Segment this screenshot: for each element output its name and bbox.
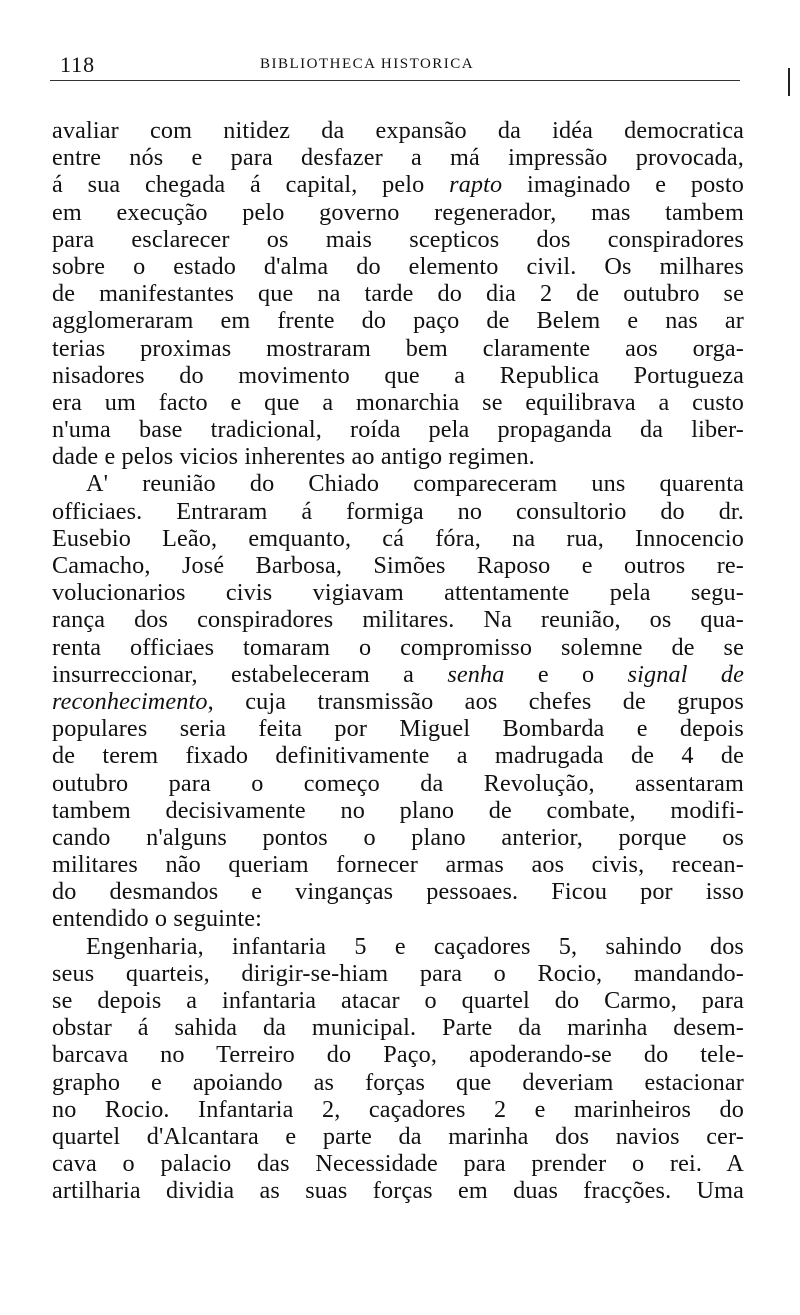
text-line: n'uma base tradicional, roída pela propaganda da liber-: [52, 416, 744, 444]
text-line: dade e pelos vicios inherentes ao antigo regimen.: [52, 443, 535, 471]
text-line: cava o palacio das Necessidade para prender o rei. A: [52, 1150, 744, 1178]
text-line: de manifestantes que na tarde do dia 2 de outubro se: [52, 280, 744, 308]
text-line: grapho e apoiando as forças que deveriam estacionar: [52, 1068, 744, 1096]
text-line: seus quarteis, dirigir-se-hiam para o Rocio, mandando-: [52, 959, 744, 987]
text-line: cando n'alguns pontos o plano anterior, porque os: [52, 823, 744, 851]
text-line: para esclarecer os mais scepticos dos conspiradores: [52, 225, 744, 253]
header-rule: [50, 80, 740, 81]
text-line: [52, 661, 744, 688]
page-header: [52, 52, 742, 80]
text-line: em execução pelo governo regenerador, mas tambem: [52, 198, 744, 226]
text-run: , cuja transmissão aos chefes de grupos: [207, 687, 744, 715]
text-line: quartel d'Alcantara e parte da marinha dos navios cer-: [52, 1122, 744, 1150]
text-line: Engenharia, infantaria 5 e caçadores 5, sahindo dos: [86, 932, 744, 960]
text-line: entre nós e para desfazer a má impressão provocada,: [52, 144, 744, 172]
text-line: do desmandos e vinganças pessoaes. Ficou por isso: [52, 878, 744, 906]
text-line: Camacho, José Barbosa, Simões Raposo e outros re-: [52, 552, 744, 579]
text-run: insurreccionar, estabeleceram a: [52, 660, 415, 688]
text-run: imaginado e posto: [527, 171, 745, 199]
text-line: tambem decisivamente no plano de combate, modifi-: [52, 796, 744, 824]
italic-term: senha: [447, 660, 505, 688]
text-run: e o: [537, 660, 595, 688]
running-title: BIBLIOTHECA HISTORICA: [260, 56, 475, 72]
margin-mark: [788, 68, 790, 96]
text-line: rança dos conspiradores militares. Na reunião, os qua-: [52, 606, 744, 634]
text-line: officiaes. Entraram á formiga no consultorio do dr.: [52, 497, 744, 525]
text-line: de terem fixado definitivamente a madrugada de 4 de: [52, 742, 744, 770]
text-line: entendido o seguinte:: [52, 905, 263, 933]
italic-term: rapto: [449, 171, 503, 199]
text-line: no Rocio. Infantaria 2, caçadores 2 e marinheiros do: [52, 1095, 744, 1123]
text-line: sobre o estado d'alma do elemento civil. Os milhares: [52, 252, 744, 280]
text-line: outubro para o começo da Revolução, assentaram: [52, 769, 744, 797]
text-line: militares não queriam fornecer armas aos civis, recean-: [52, 851, 744, 879]
text-line: Eusebio Leão, emquanto, cá fóra, na rua, Innocencio: [52, 524, 744, 552]
text-line: era um facto e que a monarchia se equilibrava a custo: [52, 388, 744, 416]
text-line: volucionarios civis vigiavam attentamente pela segu-: [52, 579, 744, 607]
text-line: [52, 171, 744, 198]
text-run: á sua chegada á capital, pelo: [52, 171, 425, 199]
text-line: terias proximas mostraram bem claramente aos orga-: [52, 334, 744, 362]
text-line: renta officiaes tomaram o compromisso solemne de se: [52, 633, 744, 661]
text-line: obstar á sahida da municipal. Parte da marinha desem-: [52, 1014, 744, 1042]
page-number: 118: [60, 52, 96, 77]
text-line: artilharia dividia as suas forças em duas fracções. Uma: [52, 1177, 744, 1205]
body-text: [52, 117, 744, 1205]
italic-term: signal de: [627, 660, 744, 688]
text-line: A' reunião do Chiado compareceram uns quarenta: [86, 470, 744, 498]
italic-term: reconhecimento: [52, 687, 208, 715]
text-line: [52, 688, 744, 715]
text-line: avaliar com nitidez da expansão da idéa democratica: [52, 117, 744, 144]
text-line: nisadores do movimento que a Republica Portugueza: [52, 361, 744, 389]
text-line: barcava no Terreiro do Paço, apoderando-se do tele-: [52, 1041, 744, 1069]
text-line: populares seria feita por Miguel Bombarda e depois: [52, 715, 744, 743]
text-line: agglomeraram em frente do paço de Belem e nas ar: [52, 307, 744, 335]
text-line: se depois a infantaria atacar o quartel do Carmo, para: [52, 987, 744, 1014]
